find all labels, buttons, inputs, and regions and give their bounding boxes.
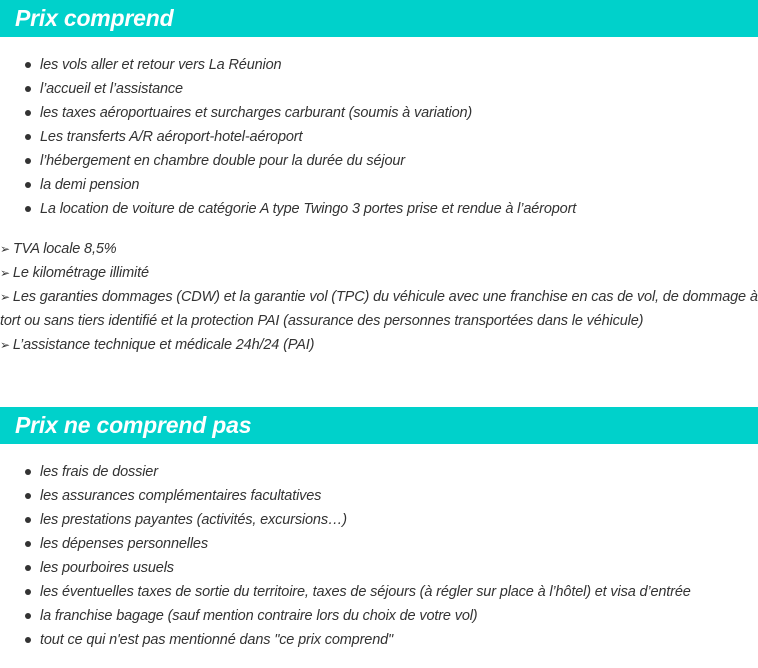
extra-item — [0, 285, 758, 333]
included-list — [0, 53, 576, 221]
bullet-dot-icon — [25, 86, 31, 92]
list-item — [0, 53, 576, 77]
bullet-dot-icon — [25, 182, 31, 188]
bullet-dot-icon — [25, 637, 31, 643]
extra-item — [0, 333, 758, 357]
list-item-text: les pourboires usuels — [40, 560, 174, 576]
list-item — [0, 628, 691, 652]
included-extras — [0, 237, 758, 357]
list-item — [0, 484, 691, 508]
arrowhead-right-icon: ➢ — [0, 338, 10, 352]
list-item — [0, 77, 576, 101]
bullet-dot-icon — [25, 469, 31, 475]
list-item-text: les prestations payantes (activités, excursions…) — [40, 512, 347, 528]
excluded-section-header — [0, 407, 758, 444]
list-item — [0, 580, 691, 604]
list-item — [0, 508, 691, 532]
list-item-text: les taxes aéroportuaires et surcharges carburant (soumis à variation) — [40, 105, 473, 121]
list-item — [0, 604, 691, 628]
list-item — [0, 197, 576, 221]
list-item-text: La location de voiture de catégorie A type Twingo 3 portes prise et rendue à l’aéroport — [40, 201, 577, 217]
list-item-text: les dépenses personnelles — [40, 536, 208, 552]
bullet-dot-icon — [25, 589, 31, 595]
list-item-text: Les transferts A/R aéroport-hotel-aéroport — [40, 129, 303, 145]
list-item — [0, 173, 576, 197]
list-item — [0, 556, 691, 580]
included-section-title: Prix comprend — [15, 5, 174, 31]
list-item-text: tout ce qui n'est pas mentionné dans "ce prix comprend" — [40, 632, 394, 648]
arrowhead-right-icon: ➢ — [0, 290, 10, 304]
bullet-dot-icon — [25, 110, 31, 116]
list-item-text: les frais de dossier — [40, 464, 158, 480]
list-item-text: la demi pension — [40, 177, 140, 193]
included-section-header — [0, 0, 758, 37]
extra-item-text: Le kilométrage illimité — [12, 265, 149, 281]
list-item-text: les vols aller et retour vers La Réunion — [40, 57, 282, 73]
list-item — [0, 460, 691, 484]
excluded-list — [0, 460, 691, 652]
extra-item-text: Les garanties dommages (CDW) et la garantie vol (TPC) du véhicule avec une franchise en cas de vol, de dommage à tort ou sans tiers identifié et la protection PAI (assurance des personnes transportées dans le véhicule) — [0, 289, 758, 329]
list-item — [0, 125, 576, 149]
list-item-text: les assurances complémentaires facultatives — [40, 488, 322, 504]
bullet-dot-icon — [25, 158, 31, 164]
list-item — [0, 532, 691, 556]
bullet-dot-icon — [25, 206, 31, 212]
list-item — [0, 149, 576, 173]
list-item-text: les éventuelles taxes de sortie du territoire, taxes de séjours (à régler sur place à l’hôtel) et visa d’entrée — [40, 584, 691, 600]
excluded-section-title: Prix ne comprend pas — [15, 412, 252, 438]
bullet-dot-icon — [25, 613, 31, 619]
list-item-text: l’hébergement en chambre double pour la durée du séjour — [40, 153, 405, 169]
arrowhead-right-icon: ➢ — [0, 266, 10, 280]
bullet-dot-icon — [25, 134, 31, 140]
bullet-dot-icon — [25, 541, 31, 547]
list-item-text: la franchise bagage (sauf mention contraire lors du choix de votre vol) — [40, 608, 478, 624]
bullet-dot-icon — [25, 517, 31, 523]
extra-item-text: L’assistance technique et médicale 24h/24 (PAI) — [12, 337, 315, 353]
bullet-dot-icon — [25, 565, 31, 571]
extra-item-text: TVA locale 8,5% — [12, 241, 117, 257]
extra-item — [0, 261, 758, 285]
list-item — [0, 101, 576, 125]
bullet-dot-icon — [25, 493, 31, 499]
bullet-dot-icon — [25, 62, 31, 68]
list-item-text: l’accueil et l’assistance — [40, 81, 183, 97]
extra-item — [0, 237, 758, 261]
arrowhead-right-icon: ➢ — [0, 242, 10, 256]
